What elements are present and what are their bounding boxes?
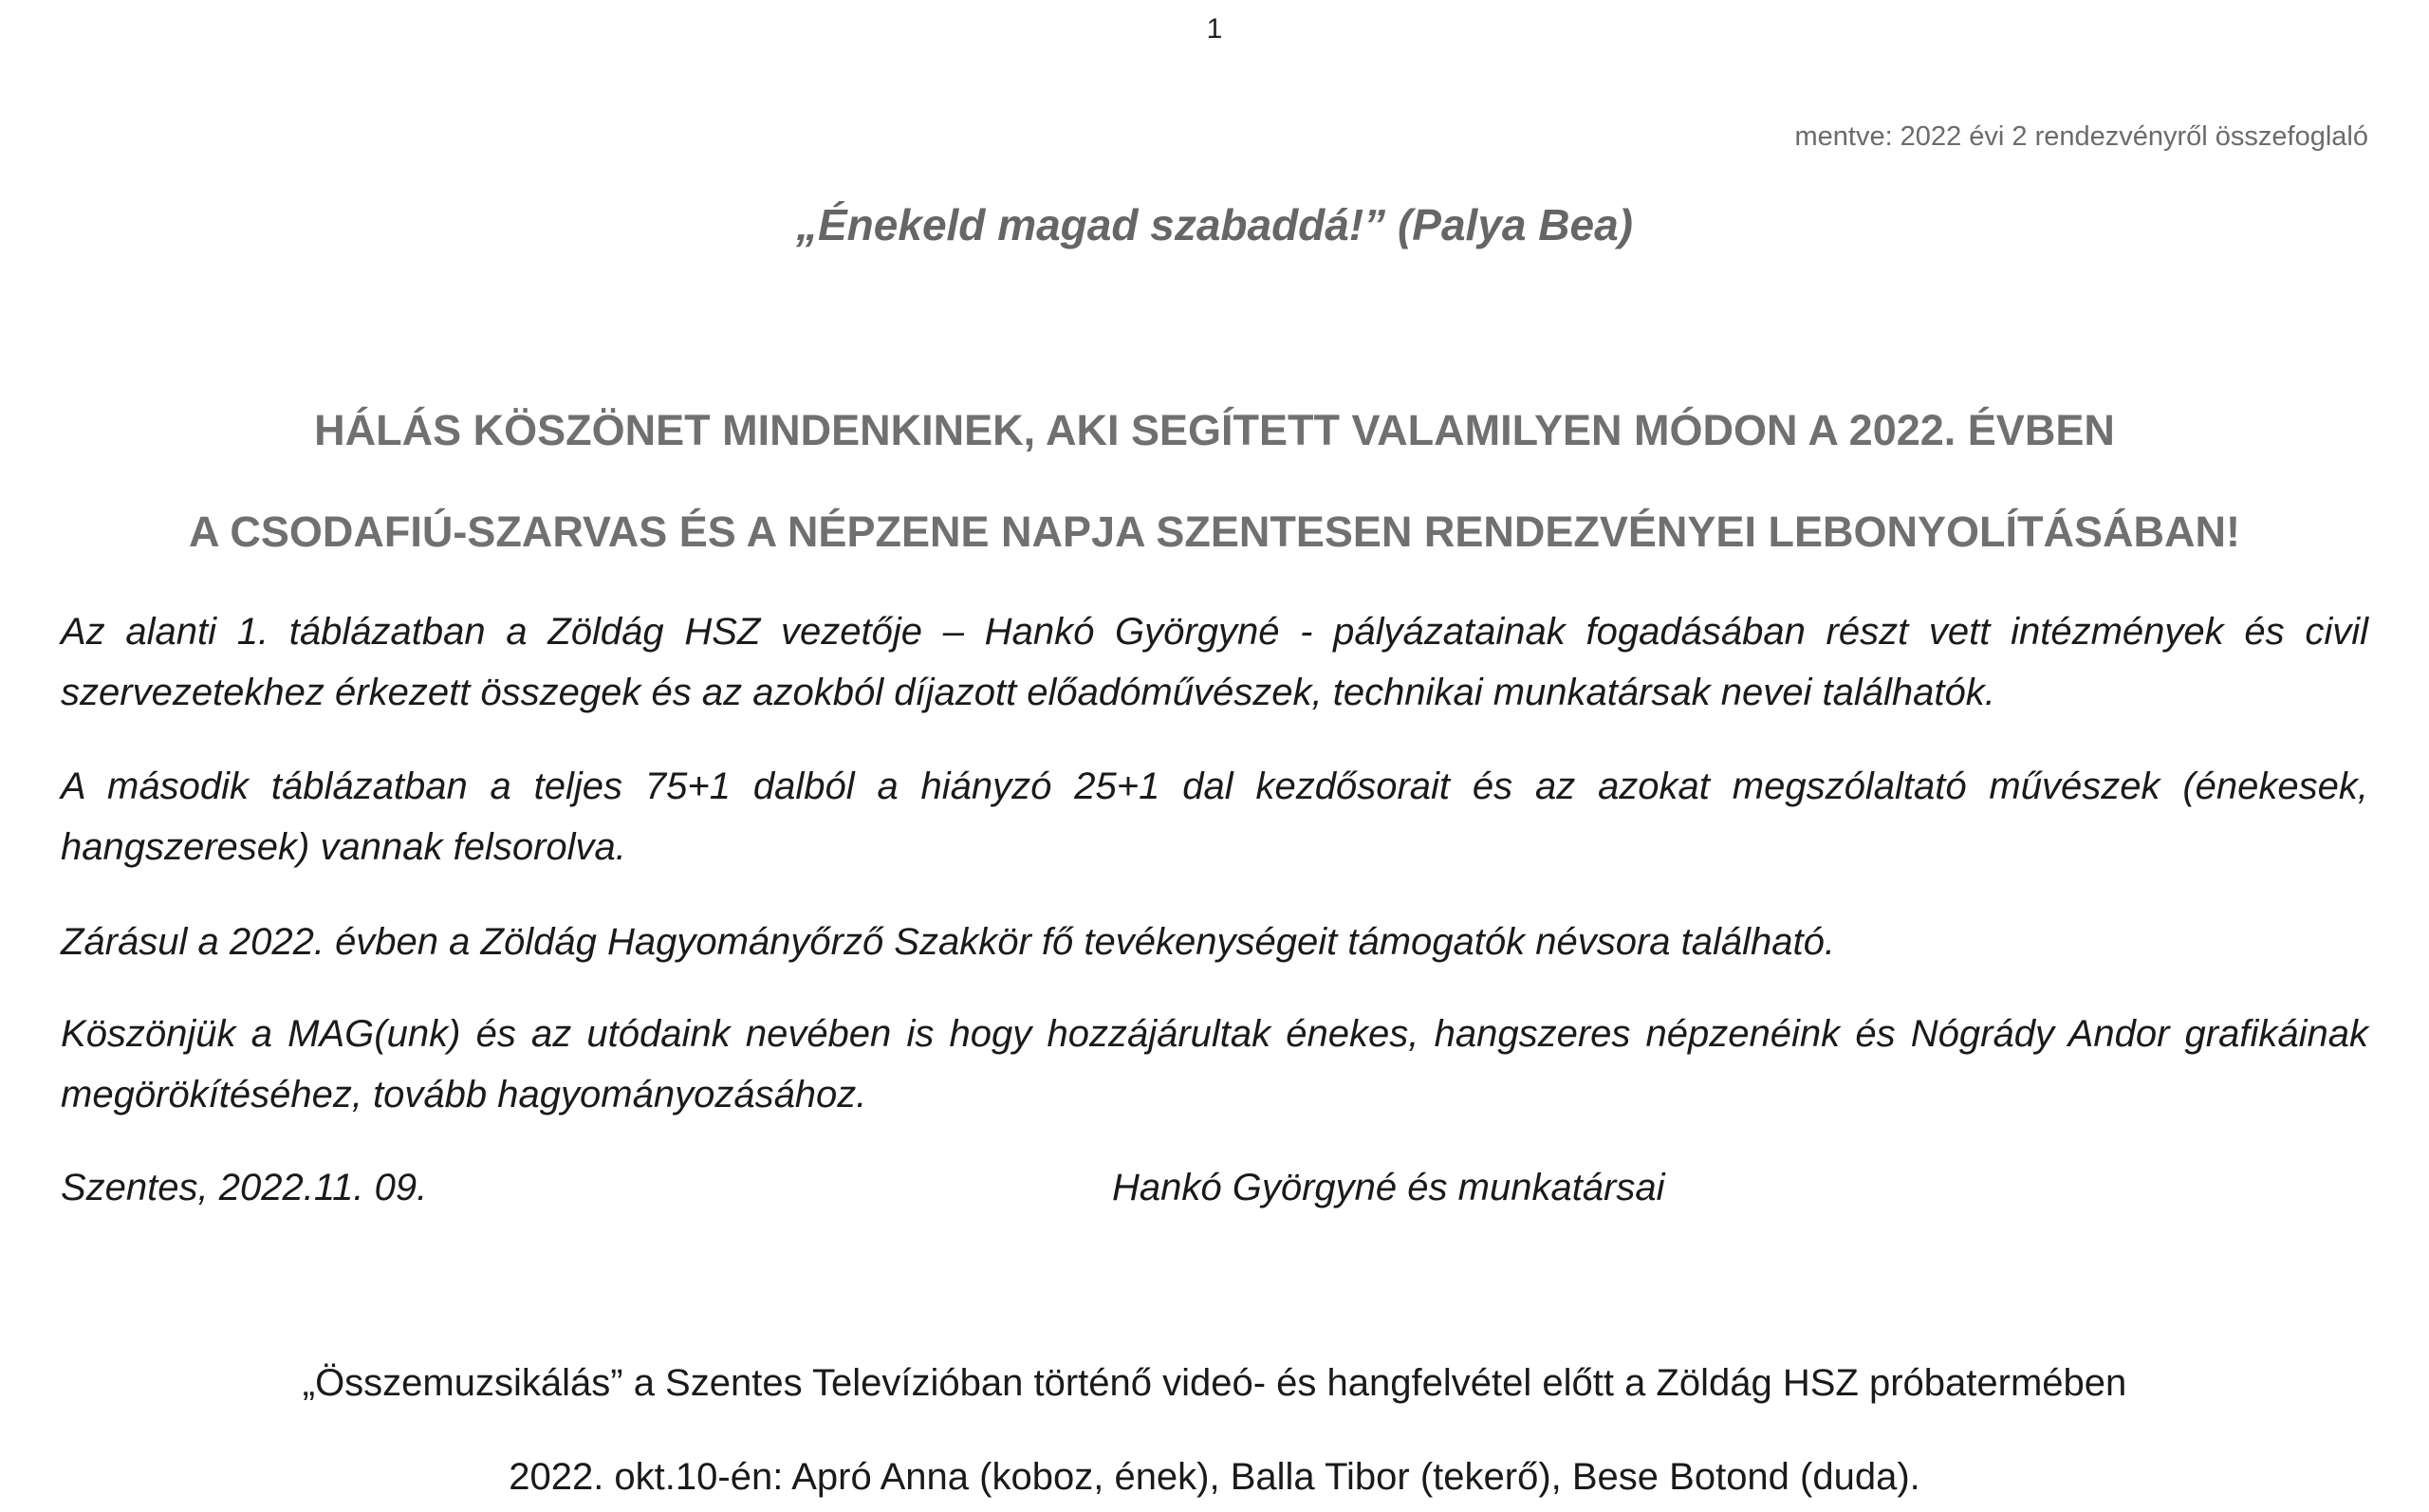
paragraph-table-1: Az alanti 1. táblázatban a Zöldág HSZ vezetője – Hankó Györgyné - pályázatainak fogadásában részt vett intézmények és civil szervezetekhez érkezett összegek és az azokból díjazott előadóművészek, technikai munkatársak nevei találhatók. [61, 611, 2368, 713]
place-date: Szentes, 2022.11. 09. [61, 1167, 428, 1208]
paragraph-gratitude: Köszönjük a MAG(unk) és az utódaink nevében is hogy hozzájárultak énekes, hangszeres népzenéink és Nógrády Andor grafikáinak megörökítéséhez, tovább hagyományozásához. [61, 1013, 2368, 1116]
page-number: 1 [1206, 13, 1223, 45]
paragraph-closing: Zárásul a 2022. évben a Zöldág Hagyományőrző Szakkör fő tevékenységeit támogatók névsora található. [61, 921, 1835, 963]
saved-note: mentve: 2022 évi 2 rendezvényről összefoglaló [1794, 121, 2368, 152]
heading-thanks: HÁLÁS KÖSZÖNET MINDENKINEK, AKI SEGÍTETT VALAMILYEN MÓDON A 2022. ÉVBEN [314, 406, 2115, 454]
paragraph-table-2: A második táblázatban a teljes 75+1 dalból a hiányzó 25+1 dal kezdősorait és az azokat megszólaltató művészek (énekesek, hangszeresek) vannak felsorolva. [61, 765, 2368, 868]
photo-caption-line-2: 2022. okt.10-én: Apró Anna (koboz, ének), Balla Tibor (tekerő), Bese Botond (duda). [509, 1456, 1920, 1498]
photo-caption-line-1: „Összemuzsikálás” a Szentes Televízióban történő videó- és hangfelvétel előtt a Zöldág HSZ próbatermében [302, 1362, 2127, 1404]
motto-quote: „Énekeld magad szabaddá!” (Palya Bea) [796, 200, 1633, 249]
signer: Hankó Györgyné és munkatársai [1112, 1167, 1665, 1208]
heading-events: A CSODAFIÚ-SZARVAS ÉS A NÉPZENE NAPJA SZENTESEN RENDEZVÉNYEI LEBONYOLÍTÁSÁBAN! [189, 507, 2240, 556]
